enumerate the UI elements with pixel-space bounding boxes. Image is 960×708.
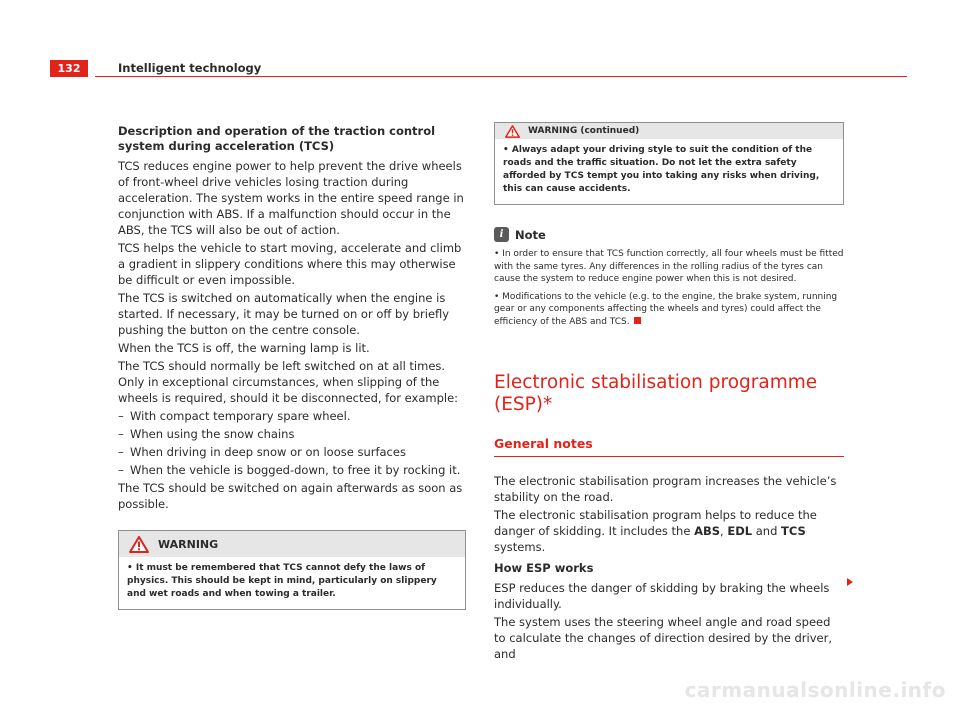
tcs-heading: Description and operation of the traction control system during acceleration (TCS) — [118, 124, 436, 153]
running-title: Intelligent technology — [118, 61, 262, 75]
note-header — [494, 227, 844, 242]
note-title: Note — [515, 227, 546, 242]
tcs-paragraph: The TCS should normally be left switched on at all times. Only in exceptional circumstances, when slipping of the wheels is required, should it be disconnected, for example: — [118, 359, 459, 405]
note-item: • Modifications to the vehicle (e.g. to the engine, the brake system, running gear or any components affecting the wheels and tyres) could affect the efficiency of the ABS and TCS. — [494, 291, 838, 327]
warning-continued-title: WARNING (continued) — [528, 126, 640, 136]
section-rule — [494, 456, 844, 457]
watermark: carmanualsonline.info — [684, 678, 946, 702]
tcs-paragraph: The TCS is switched on automatically when the engine is started. If necessary, it may be turned on or off by briefly pushing the button on the centre console. — [118, 291, 450, 337]
warning-title: WARNING — [158, 537, 219, 551]
tcs-paragraph: When the TCS is off, the warning lamp is lit. — [118, 341, 370, 355]
list-item: – When the vehicle is bogged-down, to free it by rocking it. — [118, 462, 466, 478]
warning-box — [118, 530, 466, 610]
esp-paragraph: The electronic stabilisation program helps to reduce the danger of skidding. It includes the ABS, EDL and TCS systems. — [494, 508, 817, 554]
info-note-icon: i — [494, 227, 509, 242]
right-column — [494, 122, 844, 664]
left-column — [118, 124, 466, 610]
header-rule — [95, 76, 907, 77]
list-item: – When driving in deep snow or on loose surfaces — [118, 444, 466, 460]
tcs-term: TCS — [781, 524, 806, 538]
warning-triangle-icon — [505, 125, 520, 138]
general-notes-title: General notes — [494, 436, 593, 451]
abs-term: ABS — [694, 524, 721, 538]
tcs-paragraph: TCS reduces engine power to help prevent the drive wheels of front-wheel drive vehicles losing traction during acceleration. The system works in the entire speed range in conjunction with ABS. If a malfunction should occur in the ABS, the TCS will also be out of action. — [118, 159, 464, 237]
list-item: – When using the snow chains — [118, 426, 466, 442]
tcs-paragraph: TCS helps the vehicle to start moving, accelerate and climb a gradient in slippery conditions where this may otherwise be difficult or even impossible. — [118, 241, 462, 287]
tcs-closing: The TCS should be switched on again afterwards as soon as possible. — [118, 481, 463, 511]
note-item: • In order to ensure that TCS function correctly, all four wheels must be fitted with the same tyres. Any differences in the rolling radius of the tyres can cause the system to reduce engine power when this is not desired. — [494, 249, 844, 284]
warning-text: • It must be remembered that TCS cannot defy the laws of physics. This should be kept in mind, particularly on slippery and wet roads and when towing a trailer. — [127, 563, 437, 599]
edl-term: EDL — [727, 524, 753, 538]
esp-paragraph: The electronic stabilisation program increases the vehicle’s stability on the road. — [494, 474, 837, 504]
warning-continued-text: • Always adapt your driving style to suit the condition of the roads and the traffic situation. Do not let the extra safety afforded by TCS tempt you into taking any risks when driving, this can cause accidents. — [503, 145, 820, 194]
tcs-disconnect-list — [118, 408, 466, 478]
warning-continued-box — [494, 122, 844, 205]
esp-paragraph: The system uses the steering wheel angle and road speed to calculate the changes of direction desired by the driver, and — [494, 615, 832, 661]
end-of-section-marker — [634, 317, 641, 324]
warning-continued-header — [495, 123, 843, 139]
list-item: – With compact temporary spare wheel. — [118, 408, 466, 424]
continue-arrow-icon — [847, 578, 853, 586]
esp-section-title: Electronic stabilisation programme (ESP)* — [494, 372, 818, 415]
warning-header — [119, 531, 465, 557]
warning-triangle-icon — [129, 536, 149, 553]
esp-paragraph: ESP reduces the danger of skidding by braking the wheels individually. — [494, 581, 830, 611]
page-number: 132 — [50, 60, 88, 77]
how-esp-works-heading: How ESP works — [494, 561, 594, 575]
